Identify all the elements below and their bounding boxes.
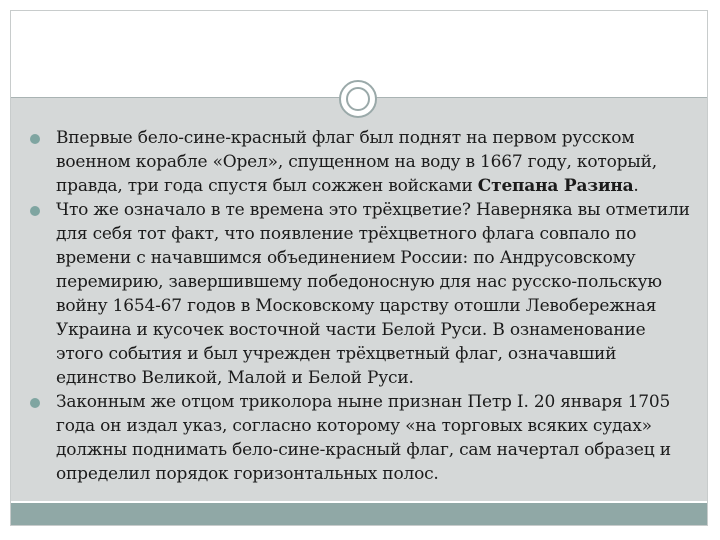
bullet-text: Впервые бело-сине-красный флаг был поднят на первом русском военном корабле «Орел», спущенном на воду в 1667 году, который, правда, три года спустя был сожжен войсками — [56, 128, 657, 196]
bullet-list — [30, 126, 692, 486]
circle-emblem-inner — [346, 87, 370, 111]
list-item — [30, 390, 692, 486]
bullet-text-end: . — [633, 176, 639, 196]
bullet-text: Законным же отцом триколора ныне признан Петр I. 20 января 1705 года он издал указ, согласно которому «на торговых всяких судах» должны поднимать бело-сине-красный флаг, сам начертал образец и определил порядок горизонтальных полос. — [56, 392, 671, 484]
bullet-text: Что же означало в те времена это трёхцветие? Наверняка вы отметили для себя тот факт, что появление трёхцветного флага совпало по времени с начавшимся объединением России: по Андрусовскому перемирию, завершившему победоносную для нас русско-польскую войну 1654-67 годов в Московскому царству отошли Левобережная Украина и кусочек восточной части Белой Руси. В ознаменование этого события и был учрежден трёхцветный флаг, означавший единство Великой, Малой и Белой Руси. — [56, 200, 690, 388]
bullet-dot-icon — [30, 398, 40, 408]
bullet-dot-icon — [30, 206, 40, 216]
bullet-dot-icon — [30, 134, 40, 144]
footer-bar — [11, 503, 707, 525]
list-item — [30, 126, 692, 198]
circle-emblem-icon — [339, 80, 377, 118]
bullet-text-bold: Степана Разина — [477, 176, 634, 196]
list-item — [30, 198, 692, 390]
